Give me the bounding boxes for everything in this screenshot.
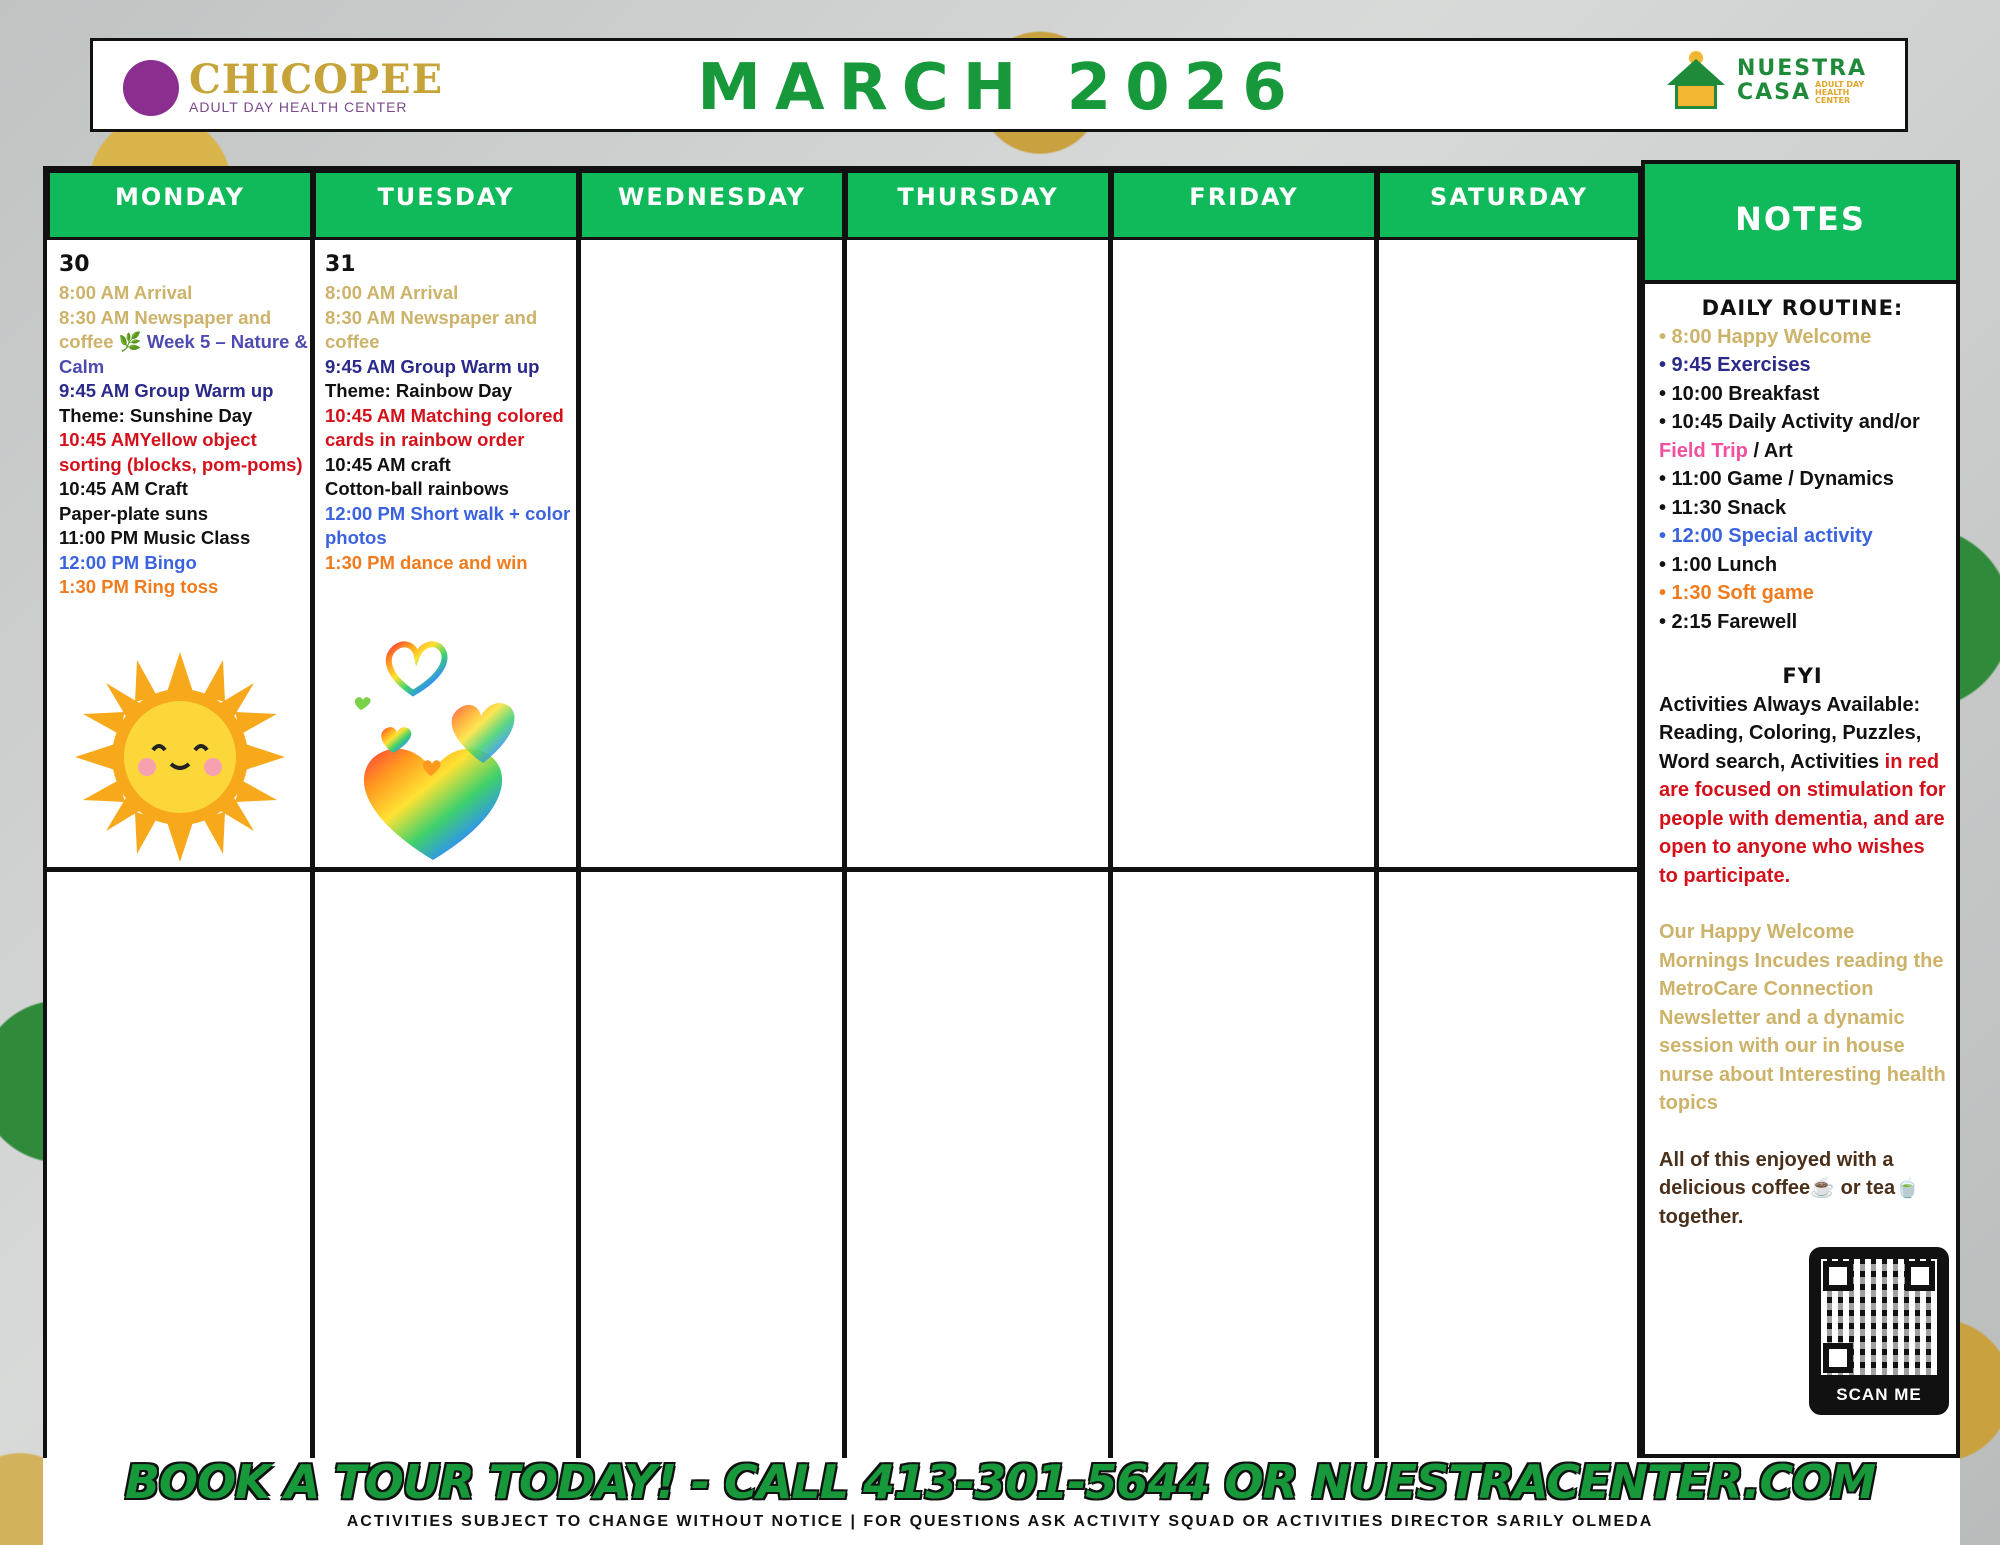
scan-me-label: SCAN ME	[1836, 1384, 1922, 1404]
disclaimer-text: ACTIVITIES SUBJECT TO CHANGE WITHOUT NOTICE | FOR QUESTIONS ASK ACTIVITY SQUAD OR ACTIVITIES DIRECTOR SARILY OLMEDA	[346, 1513, 1654, 1530]
day-header-saturday: SATURDAY	[1377, 170, 1641, 240]
qr-code[interactable]	[1809, 1247, 1949, 1415]
day-header-thursday: THURSDAY	[845, 170, 1111, 240]
day-header-friday: FRIDAY	[1111, 170, 1377, 240]
rainbow-hearts-icon	[343, 628, 543, 868]
event-item: Theme: Sunshine Day	[59, 404, 253, 426]
event-item: 11:00 PM Music Class	[59, 527, 251, 548]
grid-divider	[1374, 170, 1379, 1460]
event-item: 1:30 PM Ring toss	[59, 576, 219, 597]
day-cell-monday-30	[47, 240, 310, 867]
routine-item: • 1:30 Soft game	[1659, 582, 1814, 604]
day-cell-tuesday-31	[313, 240, 576, 867]
routine-item: • 9:45 Exercises	[1659, 354, 1811, 376]
day-header-tuesday: TUESDAY	[313, 170, 579, 240]
house-icon	[1667, 51, 1725, 111]
routine-item: • 12:00 Special activity	[1659, 525, 1873, 547]
nuestra-text: NUESTRA	[1736, 56, 1868, 81]
header-banner	[90, 38, 1908, 132]
page-title: MARCH 2026	[697, 51, 1301, 125]
routine-item: • 10:00 Breakfast	[1659, 382, 1820, 405]
routine-item: • 11:30 Snack	[1659, 496, 1787, 519]
day-number: 31	[325, 252, 356, 277]
routine-item: • 2:15 Farewell	[1659, 610, 1798, 633]
grid-divider	[1108, 170, 1113, 1460]
event-item: Paper-plate suns	[59, 502, 209, 524]
daily-routine-heading: DAILY ROUTINE:	[1701, 296, 1904, 320]
grid-divider	[842, 170, 847, 1460]
event-item: 9:45 AM Group Warm up	[59, 380, 274, 401]
chicopee-subtitle: ADULT DAY HEALTH CENTER	[189, 99, 408, 115]
notes-body	[1645, 284, 1956, 1415]
grid-divider	[576, 170, 581, 1460]
event-item: 10:45 AM Craft	[59, 478, 188, 499]
coffee-text: All of this enjoyed with a delicious coffee☕ or tea🍵 together.	[1659, 1148, 1920, 1228]
chicopee-brand: CHICOPEE	[189, 56, 444, 103]
grid-divider	[47, 867, 1641, 872]
book-tour-banner: BOOK A TOUR TODAY! - CALL 413-301-5644 OR NUESTRACENTER.COM	[124, 1455, 1876, 1509]
event-item: 12:00 PM Bingo	[59, 551, 197, 573]
routine-item: • 1:00 Lunch	[1659, 553, 1778, 576]
notes-panel	[1641, 160, 1960, 1458]
routine-item: • 8:00 Happy Welcome	[1659, 325, 1872, 348]
event-item: 9:45 AM Group Warm up	[325, 355, 540, 377]
nuestra-casa-logo	[1667, 51, 1877, 111]
routine-item: • 11:00 Game / Dynamics	[1659, 468, 1894, 490]
nuestra-subtitle: ADULT DAY HEALTH CENTER	[1815, 80, 1865, 105]
event-item: 8:30 AM Newspaper and coffee	[325, 306, 538, 352]
fyi-heading: FYI	[1782, 664, 1823, 688]
day-number: 30	[59, 252, 90, 277]
notes-header: NOTES	[1645, 164, 1956, 284]
event-list	[325, 281, 576, 575]
event-item: 1:30 PM dance and win	[325, 551, 528, 573]
event-item: 10:45 AMYellow object sorting (blocks, pom-poms)	[59, 429, 303, 475]
routine-item: • 10:45 Daily Activity and/or Field Trip / Art	[1659, 411, 1920, 462]
happy-welcome-text: Our Happy Welcome Mornings Incudes reading the MetroCare Connection Newsletter and a dynamic session with our in house nurse about Interesting health topics	[1659, 921, 1946, 1114]
day-header-monday: MONDAY	[47, 170, 313, 240]
event-item: 10:45 AM craft	[325, 453, 451, 475]
event-item: 8:30 AM Newspaper and coffee 🌿 Week 5 – Nature & Calm	[59, 306, 308, 377]
event-item: 12:00 PM Short walk + color photos	[325, 502, 571, 548]
event-item: 8:00 AM Arrival	[325, 282, 459, 303]
event-item: Cotton-ball rainbows	[325, 478, 509, 499]
casa-text: CASA	[1736, 80, 1811, 105]
event-list	[59, 281, 310, 600]
fyi-text: Activities Always Available: Reading, Coloring, Puzzles, Word search, Activities in red are focused on stimulation for people with dementia, and are open to anyone who wishes to participate.	[1659, 693, 1946, 887]
event-item: 10:45 AM Matching colored cards in rainbow order	[325, 404, 564, 450]
calendar-grid	[43, 166, 1641, 1462]
sun-icon	[75, 652, 285, 862]
event-item: Theme: Rainbow Day	[325, 380, 513, 401]
event-item: 8:00 AM Arrival	[59, 282, 193, 303]
day-header-wednesday: WEDNESDAY	[579, 170, 845, 240]
